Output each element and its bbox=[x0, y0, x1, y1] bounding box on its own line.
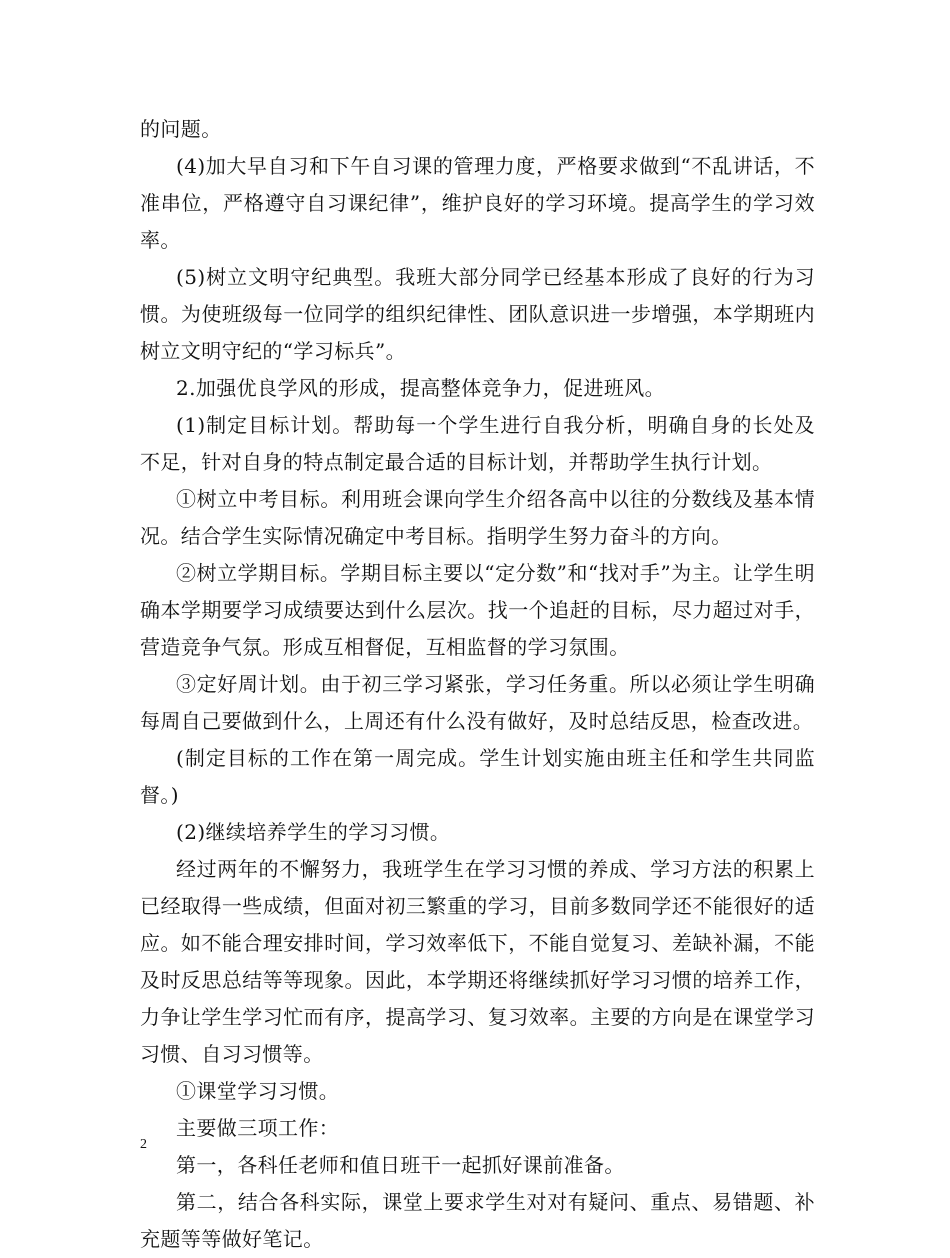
paragraph-9: (制定目标的工作在第一周完成。学生计划实施由班主任和学生共同监督。) bbox=[140, 746, 815, 807]
paragraph-13: 主要做三项工作： bbox=[176, 1116, 340, 1140]
paragraph-2: (4)加大早自习和下午自习课的管理力度，严格要求做到“不乱讲话，不准串位，严格遵守自习课纪律”，维护良好的学习环境。提高学生的学习效率。 bbox=[140, 154, 815, 252]
paragraph-7: ②树立学期目标。学期目标主要以“定分数”和“找对手”为主。让学生明确本学期要学习成绩要达到什么层次。找一个追赶的目标，尽力超过对手，营造竞争气氛。形成互相督促，互相监督的学习氛围。 bbox=[140, 561, 815, 659]
paragraph-3: (5)树立文明守纪典型。我班大部分同学已经基本形成了良好的行为习惯。为使班级每一位同学的组织纪律性、团队意识进一步增强，本学期班内树立文明守纪的“学习标兵”。 bbox=[140, 265, 815, 363]
paragraph-15: 第二，结合各科实际，课堂上要求学生对对有疑问、重点、易错题、补充题等等做好笔记。 bbox=[140, 1190, 815, 1251]
paragraph-10: (2)继续培养学生的学习习惯。 bbox=[176, 820, 451, 844]
page-number: 2 bbox=[140, 1137, 147, 1152]
document-body bbox=[140, 111, 815, 1258]
paragraph-8: ③定好周计划。由于初三学习紧张，学习任务重。所以必须让学生明确每周自己要做到什么，上周还有什么没有做好，及时总结反思，检查改进。 bbox=[140, 672, 815, 733]
paragraph-14: 第一，各科任老师和值日班干一起抓好课前准备。 bbox=[176, 1153, 625, 1177]
paragraph-4: 2.加强优良学风的形成，提高整体竞争力，促进班风。 bbox=[176, 376, 666, 400]
paragraph-11: 经过两年的不懈努力，我班学生在学习习惯的养成、学习方法的积累上已经取得一些成绩，但面对初三繁重的学习，目前多数同学还不能很好的适应。如不能合理安排时间，学习效率低下，不能自觉复习、差缺补漏，不能及时反思总结等等现象。因此，本学期还将继续抓好学习习惯的培养工作，力争让学生学习忙而有序，提高学习、复习效率。主要的方向是在课堂学习习惯、自习习惯等。 bbox=[140, 857, 815, 1066]
paragraph-6: ①树立中考目标。利用班会课向学生介绍各高中以往的分数线及基本情况。结合学生实际情况确定中考目标。指明学生努力奋斗的方向。 bbox=[140, 487, 815, 548]
paragraph-5: (1)制定目标计划。帮助每一个学生进行自我分析，明确自身的长处及不足，针对自身的特点制定最合适的目标计划，并帮助学生执行计划。 bbox=[140, 413, 815, 474]
paragraph-1: 的问题。 bbox=[140, 117, 222, 141]
paragraph-12: ①课堂学习习惯。 bbox=[176, 1079, 340, 1103]
